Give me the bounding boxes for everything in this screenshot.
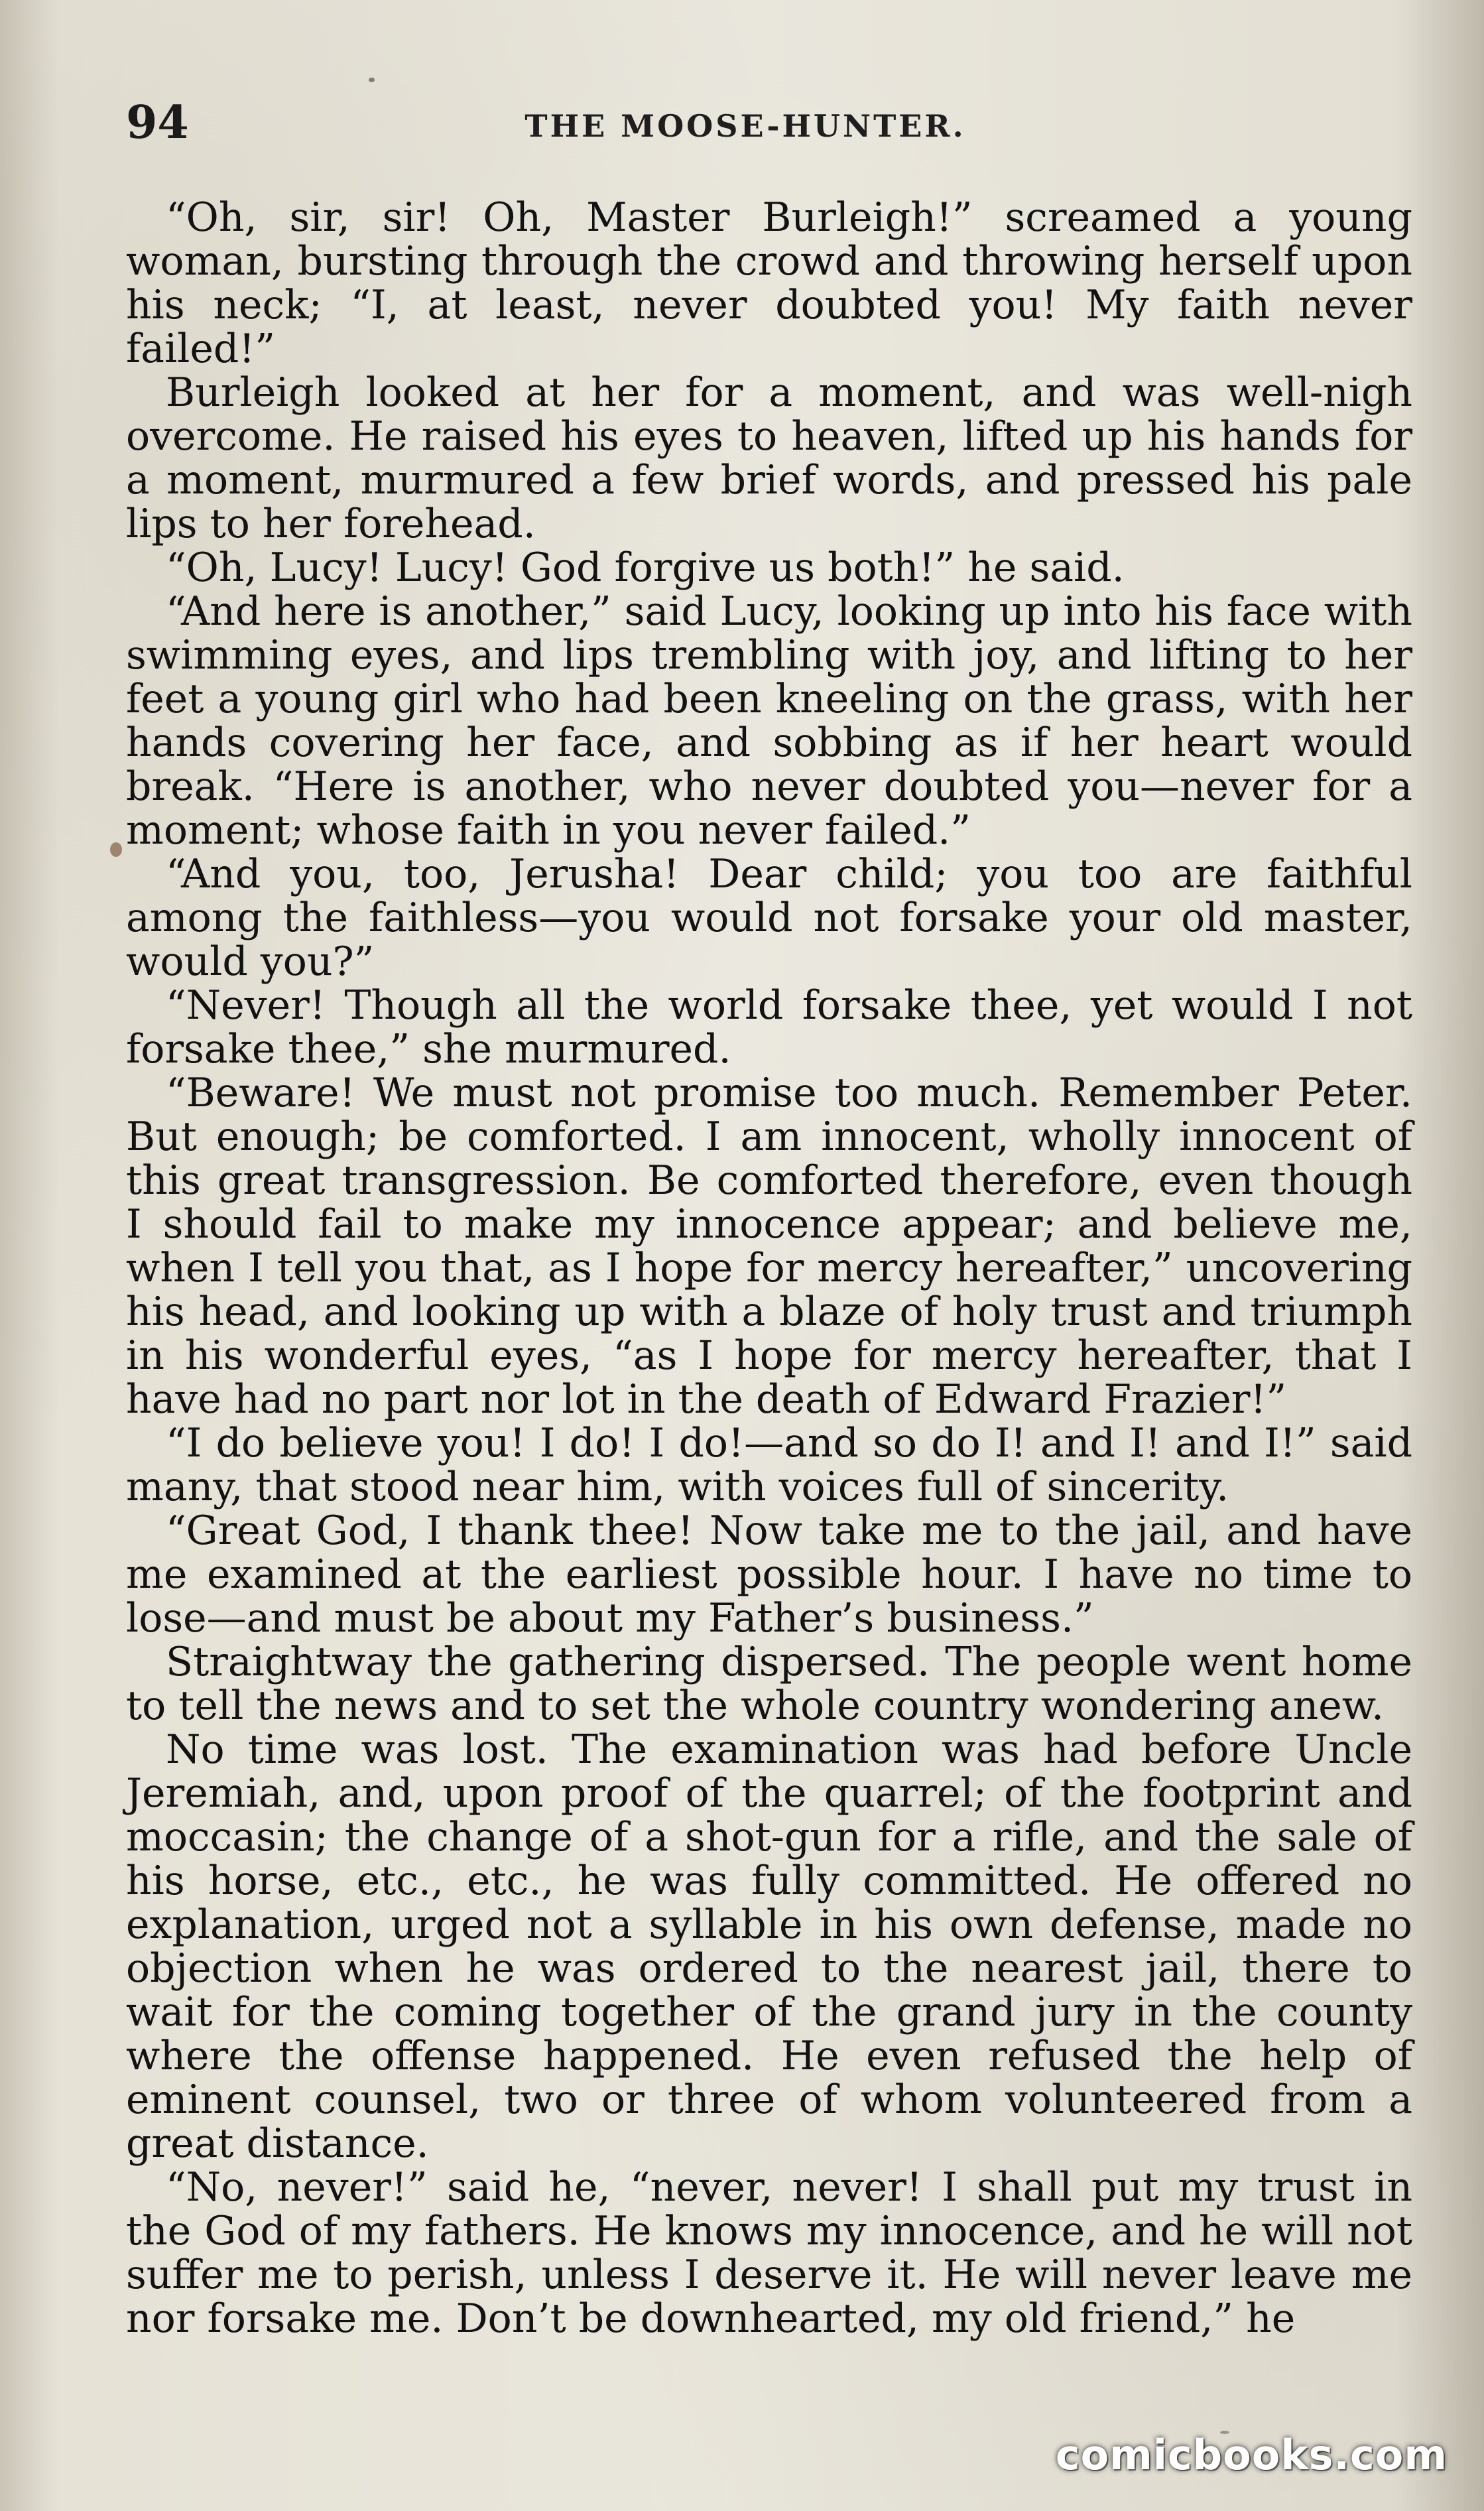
paper-speck <box>369 78 375 82</box>
running-head: THE MOOSE-HUNTER. <box>525 108 966 144</box>
watermark-logo: comicbooks.com <box>1055 2431 1448 2479</box>
page-number: 94 <box>126 96 189 149</box>
paragraph: “Oh, Lucy! Lucy! God forgive us both!” he said. <box>166 545 1125 591</box>
paragraph: Burleigh looked at her for a moment, and was well-nigh overcome. He raised his eyes to heaven, lifted up his hands for a moment, murmured a few brief words, and pressed his pale lips to her forehead. <box>126 369 1412 547</box>
paragraph: “And you, too, Jerusha! Dear child; you too are faithful among the faithless—you would not forsake your old master, would you?” <box>126 851 1412 985</box>
paragraph: “Beware! We must not promise too much. Remember Peter. But enough; be comforted. I am innocent, wholly innocent of this great transgression. Be comforted therefore, even though I should fail to make my innocence appear; and believe me, when I tell you that, as I hope for mercy hereafter,” uncovering his head, and looking up with a blaze of holy trust and triumph in his wonderful eyes, “as I hope for mercy hereafter, that I have had no part nor lot in the death of Edward Frazier!” <box>126 1070 1412 1423</box>
paragraph: “Great God, I thank thee! Now take me to the jail, and have me examined at the earliest possible hour. I have no time to lose—and must be about my Father’s business.” <box>126 1508 1412 1642</box>
page-header <box>119 96 1371 169</box>
paragraph: “No, never!” said he, “never, never! I shall put my trust in the God of my fathers. He knows my innocence, and he will not suffer me to perish, unless I deserve it. He will never leave me nor forsake me. Don’t be downhearted, my old friend,” he <box>126 2164 1412 2342</box>
paragraph: “Never! Though all the world forsake thee, yet would I not forsake thee,” she murmured. <box>126 982 1412 1072</box>
paragraph: “I do believe you! I do! I do!—and so do I! and I! and I!” said many, that stood near him, with voices full of sincerity. <box>126 1420 1412 1510</box>
paragraph: “And here is another,” said Lucy, looking up into his face with swimming eyes, and lips trembling with joy, and lifting to her feet a young girl who had been kneeling on the grass, with her hands covering her face, and sobbing as if her heart would break. “Here is another, who never doubted you—never for a moment; whose faith in you never failed.” <box>126 588 1412 854</box>
paper-speck <box>110 842 122 857</box>
body-text <box>126 196 1412 2341</box>
paragraph: No time was lost. The examination was had before Uncle Jeremiah, and, upon proof of the quarrel; of the footprint and moccasin; the change of a shot-gun for a rifle, and the sale of his horse, etc., etc., he was fully committed. He offered no explanation, urged not a syllable in his own defense, made no objection when he was ordered to the nearest jail, there to wait for the coming together of the grand jury in the county where the offense happened. He even refused the help of eminent counsel, two or three of whom volunteered from a great distance. <box>126 1726 1412 2167</box>
paragraph: “Oh, sir, sir! Oh, Master Burleigh!” screamed a young woman, bursting through the crowd and throwing herself upon his neck; “I, at least, never doubted you! My faith never failed!” <box>126 194 1412 372</box>
paragraph: Straightway the gathering dispersed. The people went home to tell the news and to set the whole country wondering anew. <box>126 1639 1412 1729</box>
